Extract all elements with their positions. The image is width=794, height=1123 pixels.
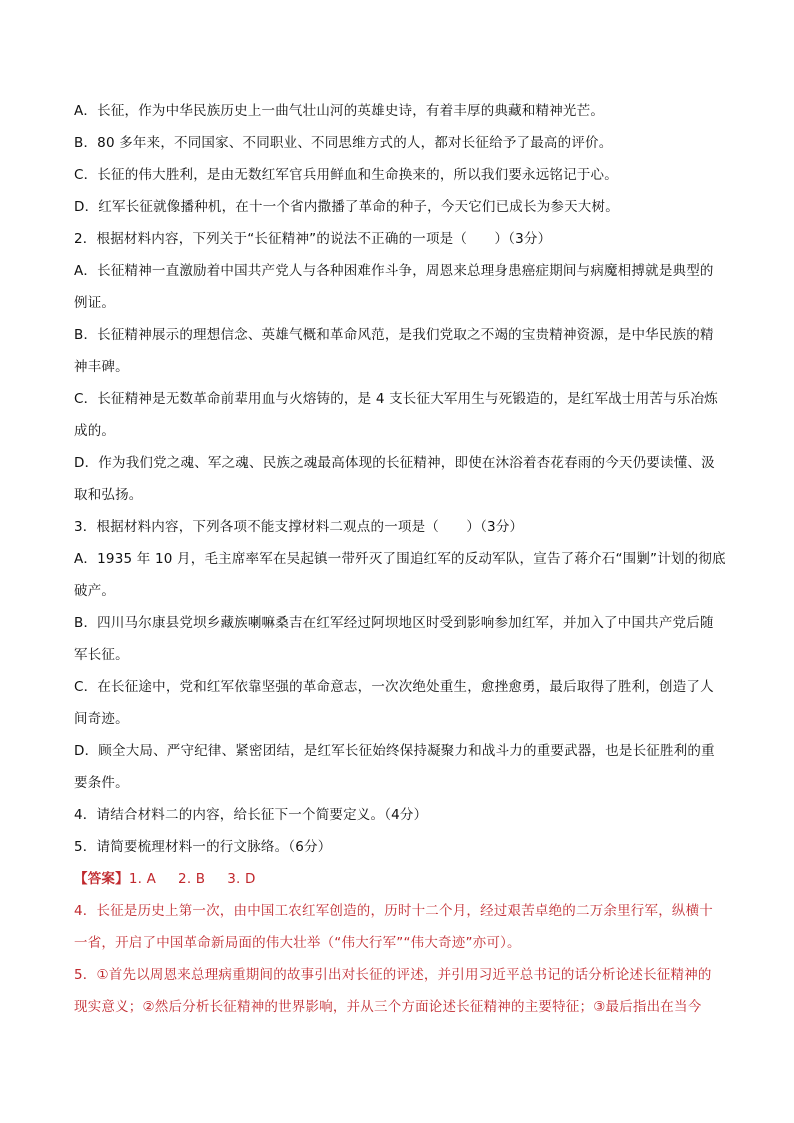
q3-option-c-line1: C．在长征途中，党和红军依靠坚强的革命意志，一次次绝处重生，愈挫愈勇，最后取得了胜利，创造了人 (74, 679, 714, 695)
q2-option-b-line2: 神丰碑。 (74, 359, 129, 375)
q1-option-a: A．长征，作为中华民族历史上一曲气壮山河的英雄史诗，有着丰厚的典藏和精神光芒。 (74, 103, 605, 119)
q3-option-a-line1: A．1935 年 10 月，毛主席率军在吴起镇一带歼灭了围追红军的反动军队，宣告了蒋介石“围剿”计划的彻底 (74, 551, 726, 567)
q2-stem: 2．根据材料内容，下列关于“长征精神”的说法不正确的一项是（ ）（3分） (74, 231, 552, 247)
answer-1: 1. A (128, 871, 157, 887)
q1-option-c: C．长征的伟大胜利，是由无数红军官兵用鲜血和生命换来的，所以我们要永远铭记于心。 (74, 167, 618, 183)
q2-option-a-line1: A．长征精神一直激励着中国共产党人与各种困难作斗争，周恩来总理身患癌症期间与病魔相搏就是典型的 (74, 263, 714, 279)
answer-tag: 【答案】 (74, 871, 129, 887)
answer-4-line2: 一省，开启了中国革命新局面的伟大壮举（“伟大行军”“伟大奇迹”亦可）。 (74, 935, 521, 951)
q2-option-d-line2: 取和弘扬。 (74, 487, 143, 503)
q3-stem: 3．根据材料内容，下列各项不能支撑材料二观点的一项是（ ）（3分） (74, 519, 524, 535)
q3-option-c-line2: 间奇迹。 (74, 711, 129, 727)
answer-3: 3. D (227, 871, 256, 887)
answer-5-line1: 5．①首先以周恩来总理病重期间的故事引出对长征的评述，并引用习近平总书记的话分析论述长征精神的 (74, 967, 712, 983)
q2-option-d-line1: D．作为我们党之魂、军之魂、民族之魂最高体现的长征精神，即使在沐浴着杏花春雨的今天仍要读懂、汲 (74, 455, 715, 471)
q4-stem: 4．请结合材料二的内容，给长征下一个简要定义。（4分） (74, 807, 428, 823)
q2-option-b-line1: B．长征精神展示的理想信念、英雄气概和革命风范，是我们党取之不竭的宝贵精神资源，是中华民族的精 (74, 327, 714, 343)
q3-option-b-line2: 军长征。 (74, 647, 129, 663)
q3-option-d-line2: 要条件。 (74, 775, 129, 791)
q1-option-d: D．红军长征就像播种机，在十一个省内撒播了革命的种子，今天它们已成长为参天大树。 (74, 199, 619, 215)
q3-option-d-line1: D．顾全大局、严守纪律、紧密团结，是红军长征始终保持凝聚力和战斗力的重要武器，也是长征胜利的重 (74, 743, 715, 759)
q2-option-c-line2: 成的。 (74, 423, 116, 439)
answer-4-line1: 4．长征是历史上第一次，由中国工农红军创造的，历时十二个月，经过艰苦卓绝的二万余里行军，纵横十 (74, 903, 713, 919)
answer-key-row (74, 869, 734, 889)
q2-option-a-line2: 例证。 (74, 295, 116, 311)
q1-option-b: B．80 多年来，不同国家、不同职业、不同思维方式的人，都对长征给予了最高的评价。 (74, 135, 613, 151)
q3-option-b-line1: B．四川马尔康县党坝乡藏族喇嘛桑吉在红军经过阿坝地区时受到影响参加红军，并加入了中国共产党后随 (74, 615, 714, 631)
q3-option-a-line2: 破产。 (74, 583, 116, 599)
answer-2: 2. B (178, 871, 206, 887)
q2-option-c-line1: C．长征精神是无数革命前辈用血与火熔铸的，是 4 支长征大军用生与死锻造的，是红军战士用苦与乐冶炼 (74, 391, 718, 407)
answer-5-line2: 现实意义；②然后分析长征精神的世界影响，并从三个方面论述长征精神的主要特征；③最后指出在当今 (74, 999, 702, 1015)
q5-stem: 5．请简要梳理材料一的行文脉络。（6分） (74, 839, 332, 855)
